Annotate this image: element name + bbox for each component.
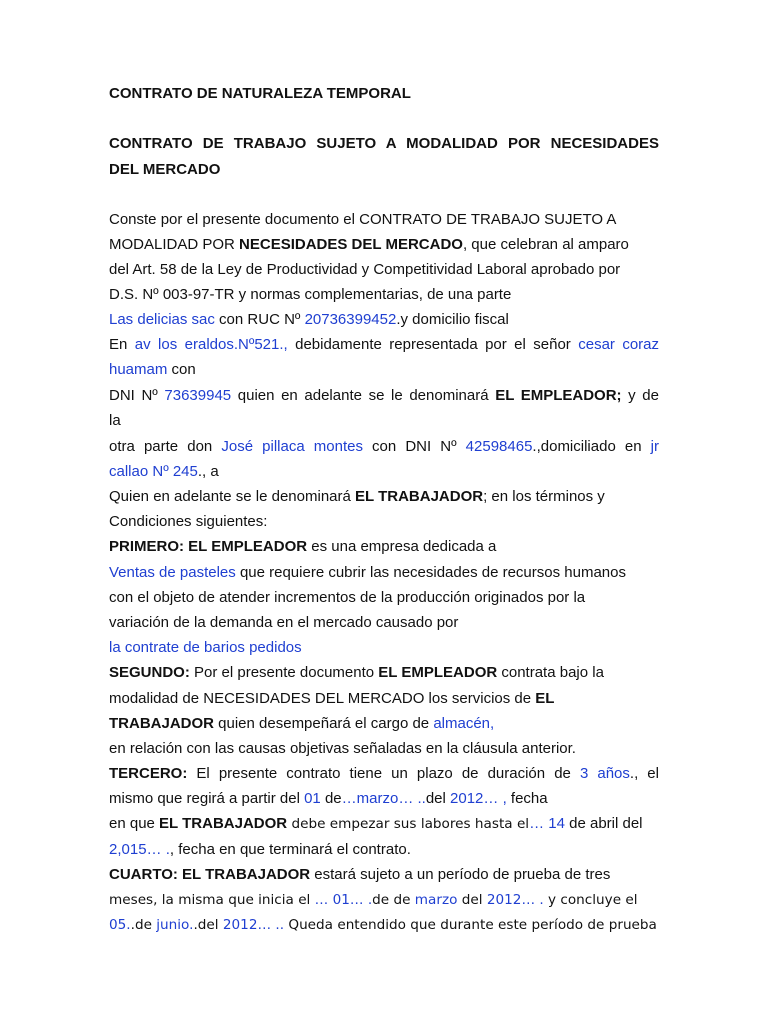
start-month: marzo	[356, 790, 399, 807]
document-subtitle-line1: CONTRATO DE TRABAJO SUJETO A MODALIDAD POR NECESIDADES	[109, 135, 659, 152]
end-day: 14	[544, 815, 565, 832]
intro-line: Quien en adelante se le denominará EL TRABAJADOR; en los términos y	[109, 488, 605, 505]
intro-line: D.S. Nº 003-97-TR y normas complementarias, de una parte	[109, 286, 512, 303]
clause-label: TERCERO:	[109, 765, 188, 782]
worker-name: José pillaca montes	[221, 438, 363, 455]
clause-primero-line: con el objeto de atender incrementos de la producción originados por la	[109, 589, 586, 606]
contract-duration: 3 años	[579, 765, 630, 782]
clause-label: PRIMERO: EL EMPLEADOR	[109, 538, 308, 555]
trial-end-month: junio.	[156, 917, 194, 933]
worker-dni: 42598465	[465, 438, 533, 455]
intro-line: En av los eraldos.Nº521., debidamente representada por el señor cesar coraz	[109, 336, 660, 353]
clause-cuarto-line: 05..de junio..del 2012… .. Queda entendido que durante este período de prueba	[109, 917, 657, 933]
company-name: Las delicias sac	[109, 311, 215, 328]
intro-line: Conste por el presente documento el CONTRATO DE TRABAJO SUJETO A	[109, 211, 617, 228]
clause-tercero: TERCERO: El presente contrato tiene un plazo de duración de 3 años., el	[109, 765, 659, 782]
worker-address: jr	[650, 438, 659, 455]
start-year: 2012	[450, 790, 484, 807]
trial-start-year: 2012	[486, 892, 522, 908]
clause-label: CUARTO: EL TRABAJADOR	[109, 866, 311, 883]
company-address: av los eraldos.Nº521.,	[134, 336, 288, 353]
start-day: 01	[304, 790, 321, 807]
clause-segundo-line: en relación con las causas objetivas señaladas en la cláusula anterior.	[109, 740, 576, 757]
clause-cuarto: CUARTO: EL TRABAJADOR estará sujeto a un período de prueba de tres	[109, 866, 611, 883]
trial-end-year: 2012	[222, 917, 258, 933]
clause-primero-line: variación de la demanda en el mercado causado por	[109, 614, 459, 631]
clause-segundo-line: TRABAJADOR quien desempeñará el cargo de almacén,	[109, 715, 495, 732]
trial-start-month: marzo	[414, 892, 458, 908]
clause-cuarto-line: meses, la misma que inicia el … 01… .de de marzo del 2012… . y concluye el	[109, 892, 638, 908]
job-position: almacén,	[433, 715, 495, 732]
trial-start-day: 01	[332, 892, 350, 908]
worker-address-cont: callao Nº 245	[109, 463, 198, 480]
demand-cause: la contrate de barios pedidos	[109, 639, 302, 656]
representative-surname: huamam	[109, 361, 168, 378]
clause-tercero-line: mismo que regirá a partir del 01 de…marzo… ..del 2012… , fecha	[109, 790, 548, 807]
intro-line: Condiciones siguientes:	[109, 513, 268, 530]
clause-primero-line: Ventas de pasteles que requiere cubrir las necesidades de recursos humanos	[109, 564, 626, 581]
document-subtitle-line2: DEL MERCADO	[109, 161, 221, 178]
intro-line: la	[109, 412, 121, 429]
intro-line: huamam con	[109, 361, 196, 378]
intro-line: DNI Nº 73639945 quien en adelante se le denominará EL EMPLEADOR; y de	[109, 387, 659, 404]
representative-name: cesar coraz	[578, 336, 660, 353]
company-ruc: 20736399452	[304, 311, 397, 328]
document-title: CONTRATO DE NATURALEZA TEMPORAL	[109, 85, 411, 102]
trial-end-day: 05.	[109, 917, 131, 933]
intro-line: callao Nº 245., a	[109, 463, 219, 480]
company-activity: Ventas de pasteles	[109, 564, 240, 581]
intro-line: otra parte don José pillaca montes con DNI Nº 42598465.,domiciliado en jr	[109, 438, 659, 455]
clause-primero: PRIMERO: EL EMPLEADOR es una empresa dedicada a	[109, 538, 497, 555]
clause-tercero-line: en que EL TRABAJADOR debe empezar sus labores hasta el… 14 de abril del	[109, 815, 643, 832]
end-year: 2,015	[109, 841, 147, 858]
clause-label: SEGUNDO:	[109, 664, 190, 681]
clause-segundo: SEGUNDO: Por el presente documento EL EMPLEADOR contrata bajo la	[109, 664, 604, 681]
intro-line: del Art. 58 de la Ley de Productividad y Competitividad Laboral aprobado por	[109, 261, 621, 278]
representative-dni: 73639945	[164, 387, 232, 404]
intro-line: MODALIDAD POR NECESIDADES DEL MERCADO, que celebran al amparo	[109, 236, 629, 253]
intro-line: Las delicias sac con RUC Nº 20736399452.y domicilio fiscal	[109, 311, 509, 328]
clause-tercero-line: 2,015… ., fecha en que terminará el contrato.	[109, 841, 411, 858]
clause-segundo-line: modalidad de NECESIDADES DEL MERCADO los servicios de EL	[109, 690, 555, 707]
